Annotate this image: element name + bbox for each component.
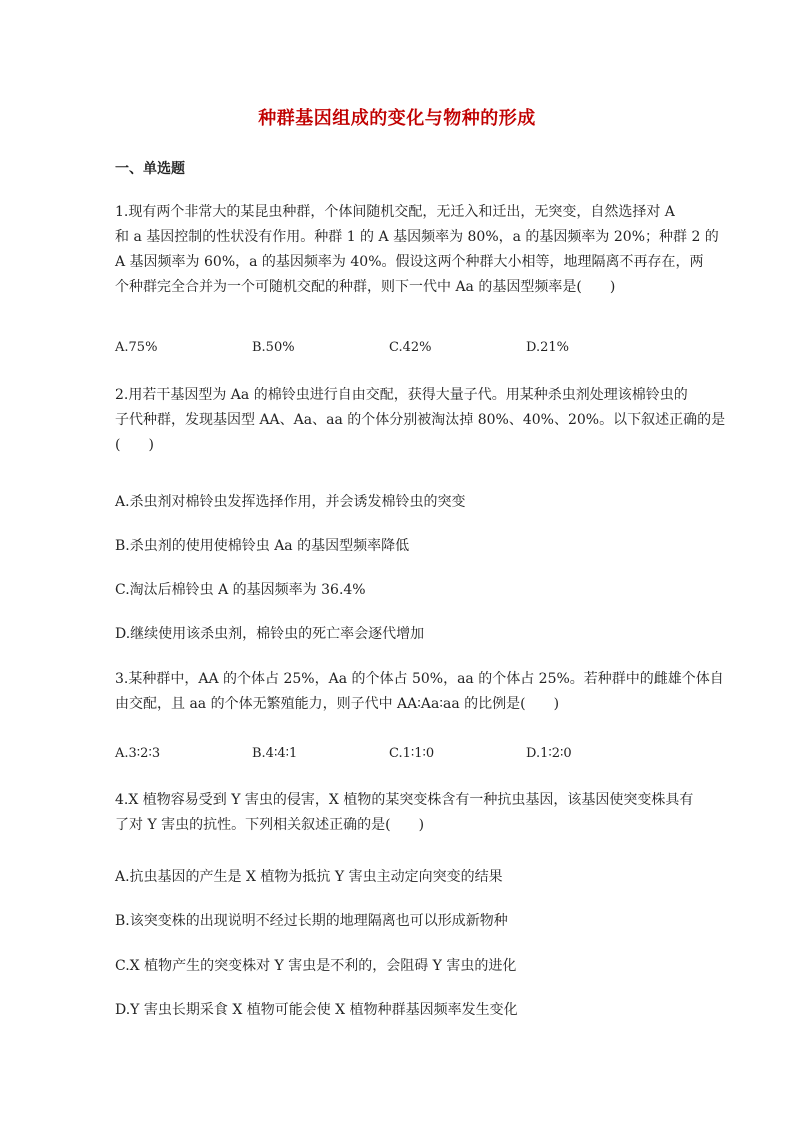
question-3-stem	[115, 667, 724, 717]
document-title: 种群基因组成的变化与物种的形成	[258, 108, 536, 129]
question-text-line: 3.某种群中，AA 的个体占 25%，Aa 的个体占 50%，aa 的个体占 25%。若种群中的雌雄个体自	[115, 671, 724, 687]
option-c: C.1∶1∶0	[389, 746, 435, 761]
option-b: B.该突变株的出现说明不经过长期的地理隔离也可以形成新物种	[115, 913, 508, 929]
question-text-line: 1.现有两个非常大的某昆虫种群，个体间随机交配，无迁入和迁出，无突变，自然选择对 A	[115, 204, 675, 220]
question-text-line: 2.用若干基因型为 Aa 的棉铃虫进行自由交配，获得大量子代。用某种杀虫剂处理该棉铃虫的	[115, 387, 688, 403]
question-1-options	[115, 340, 680, 360]
option-a: A.杀虫剂对棉铃虫发挥选择作用，并会诱发棉铃虫的突变	[115, 494, 466, 510]
option-b: B.杀虫剂的使用使棉铃虫 Aa 的基因型频率降低	[115, 538, 410, 554]
question-text-line: 了对 Y 害虫的抗性。下列相关叙述正确的是( )	[115, 817, 425, 833]
question-text-line: A 基因频率为 60%，a 的基因频率为 40%。假设这两个种群大小相等，地理隔离不再存在，两	[115, 254, 704, 270]
question-text-line: 个种群完全合并为一个可随机交配的种群，则下一代中 Aa 的基因型频率是( )	[115, 279, 616, 295]
option-d: D.21%	[526, 340, 569, 355]
question-text-line: 子代种群，发现基因型 AA、Aa、aa 的个体分别被淘汰掉 80%、40%、20%。以下叙述正确的是	[115, 412, 726, 428]
option-c: C.42%	[389, 340, 432, 355]
option-d: D.继续使用该杀虫剂，棉铃虫的死亡率会逐代增加	[115, 626, 425, 642]
option-a: A.3∶2∶3	[115, 746, 161, 761]
option-b: B.50%	[252, 340, 295, 355]
question-4-stem	[115, 788, 694, 838]
question-text-line: 和 a 基因控制的性状没有作用。种群 1 的 A 基因频率为 80%，a 的基因频率为 20%；种群 2 的	[115, 229, 719, 245]
option-c: C.淘汰后棉铃虫 A 的基因频率为 36.4%	[115, 582, 366, 598]
section-heading: 一、单选题	[115, 161, 185, 177]
option-b: B.4∶4∶1	[252, 746, 298, 761]
option-d: D.1∶2∶0	[526, 746, 572, 761]
question-text-line: ( )	[115, 437, 154, 453]
question-1-stem	[115, 200, 719, 300]
question-text-line: 由交配，且 aa 的个体无繁殖能力，则子代中 AA∶Aa∶aa 的比例是( )	[115, 696, 560, 712]
question-3-options	[115, 746, 680, 766]
question-2-stem	[115, 383, 726, 458]
question-text-line: 4.X 植物容易受到 Y 害虫的侵害，X 植物的某突变株含有一种抗虫基因，该基因使突变株具有	[115, 792, 694, 808]
option-a: A.抗虫基因的产生是 X 植物为抵抗 Y 害虫主动定向突变的结果	[115, 869, 503, 885]
option-c: C.X 植物产生的突变株对 Y 害虫是不利的，会阻碍 Y 害虫的进化	[115, 958, 517, 974]
option-d: D.Y 害虫长期采食 X 植物可能会使 X 植物种群基因频率发生变化	[115, 1002, 518, 1018]
option-a: A.75%	[115, 340, 158, 355]
